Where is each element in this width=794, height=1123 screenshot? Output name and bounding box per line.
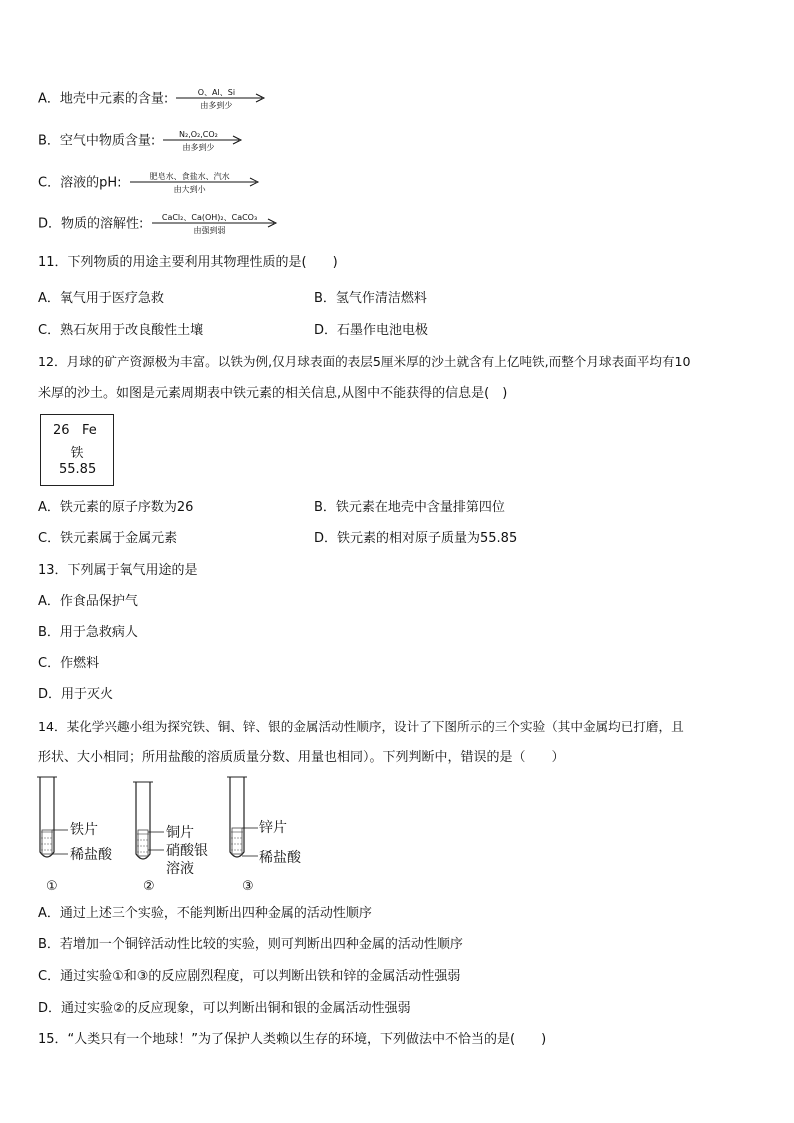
arrow-over-text: CaCl₂、Ca(OH)₂、CaCO₃ <box>161 213 258 222</box>
tube3-metal-label: 锌片 <box>259 820 287 836</box>
element-symbol: Fe <box>82 423 97 438</box>
q14-option-a: A．通过上述三个实验，不能判断出四种金属的活动性顺序 <box>38 906 372 921</box>
atomic-number: 26 <box>53 423 70 438</box>
q11-stem: 11．下列物质的用途主要利用其物理性质的是( ) <box>38 255 338 270</box>
q12-option-d: D．铁元素的相对原子质量为55.85 <box>314 531 518 546</box>
tube2-metal-label: 铜片 <box>166 825 194 841</box>
q12-stem-line2: 米厚的沙土。如图是元素周期表中铁元素的相关信息,从图中不能获得的信息是( ) <box>38 386 508 401</box>
q15-stem: 15．“人类只有一个地球！”为了保护人类赖以生存的环境，下列做法中不恰当的是( ) <box>38 1032 547 1047</box>
tube2-solution-label-2: 溶液 <box>166 861 194 877</box>
q11-option-c: C．熟石灰用于改良酸性土壤 <box>38 323 204 338</box>
arrow-over-text: N₂,O₂,CO₂ <box>179 130 218 139</box>
q13-option-c: C．作燃料 <box>38 656 100 671</box>
arrow-under-text: 由大到小 <box>173 185 206 194</box>
q14-option-c: C．通过实验①和③的反应剧烈程度，可以判断出铁和锌的金属活动性强弱 <box>38 969 461 984</box>
q13-stem: 13．下列属于氧气用途的是 <box>38 563 198 578</box>
q10-option-b <box>38 130 243 152</box>
q12-option-a: A．铁元素的原子序数为26 <box>38 500 194 515</box>
tube3-solution-label: 稀盐酸 <box>259 850 301 866</box>
q11-option-d: D．石墨作电池电极 <box>314 323 429 338</box>
q12-option-c: C．铁元素属于金属元素 <box>38 531 178 546</box>
option-label: D．物质的溶解性: <box>38 216 144 232</box>
q14-stem-line1: 14．某化学兴趣小组为探究铁、铜、锌、银的金属活动性顺序，设计了下图所示的三个实验（其中金属均已打磨，且 <box>38 719 684 734</box>
test-tube-2 <box>133 782 164 859</box>
q14-option-b: B．若增加一个铜锌活动性比较的实验，则可判断出四种金属的活动性顺序 <box>38 937 463 952</box>
q10-option-d <box>38 213 278 235</box>
arrow-under-text: 由强到弱 <box>193 226 226 235</box>
q13-option-a: A．作食品保护气 <box>38 594 138 609</box>
q11-option-a: A．氧气用于医疗急救 <box>38 291 164 306</box>
tube2-solution-label: 硝酸银 <box>166 843 208 859</box>
q11-option-b: B．氢气作清洁燃料 <box>314 291 427 306</box>
q13-option-d: D．用于灭火 <box>38 687 114 702</box>
q12-stem-line1: 12．月球的矿产资源极为丰富。以铁为例,仅月球表面的表层5厘米厚的沙土就含有上亿吨铁,而整个月球表面平均有10 <box>38 354 691 369</box>
tube1-metal-label: 铁片 <box>70 822 98 838</box>
test-tube-1 <box>37 777 68 857</box>
q12-option-b: B．铁元素在地壳中含量排第四位 <box>314 500 505 515</box>
atomic-mass: 55.85 <box>59 462 97 477</box>
test-tube-3 <box>227 777 258 857</box>
q10-option-c <box>38 172 260 194</box>
ordering-arrow <box>130 172 260 194</box>
ordering-arrow <box>152 213 278 235</box>
tube1-number: ① <box>46 879 58 894</box>
tube2-number: ② <box>143 879 155 894</box>
element-name: 铁 <box>70 446 84 461</box>
arrow-over-text: O、Al、Si <box>197 88 236 97</box>
arrow-under-text: 由多到少 <box>182 143 215 152</box>
ordering-arrow <box>176 88 266 110</box>
q14-option-d: D．通过实验②的反应现象，可以判断出铜和银的金属活动性强弱 <box>38 1001 411 1016</box>
arrow-over-text: 肥皂水、食盐水、汽水 <box>149 172 230 181</box>
option-label: A．地壳中元素的含量: <box>38 91 169 107</box>
arrow-under-text: 由多到少 <box>200 101 233 110</box>
tube3-number: ③ <box>242 879 254 894</box>
tube1-solution-label: 稀盐酸 <box>70 847 112 863</box>
q14-stem-line2: 形状、大小相同；所用盐酸的溶质质量分数、用量也相同）。下列判断中，错误的是（ ） <box>38 750 565 765</box>
option-label: C．溶液的pH: <box>38 175 122 191</box>
q13-option-b: B．用于急救病人 <box>38 625 138 640</box>
option-label: B．空气中物质含量: <box>38 133 156 149</box>
q10-option-a <box>38 88 266 110</box>
ordering-arrow <box>163 130 243 152</box>
element-card-iron <box>40 414 114 486</box>
